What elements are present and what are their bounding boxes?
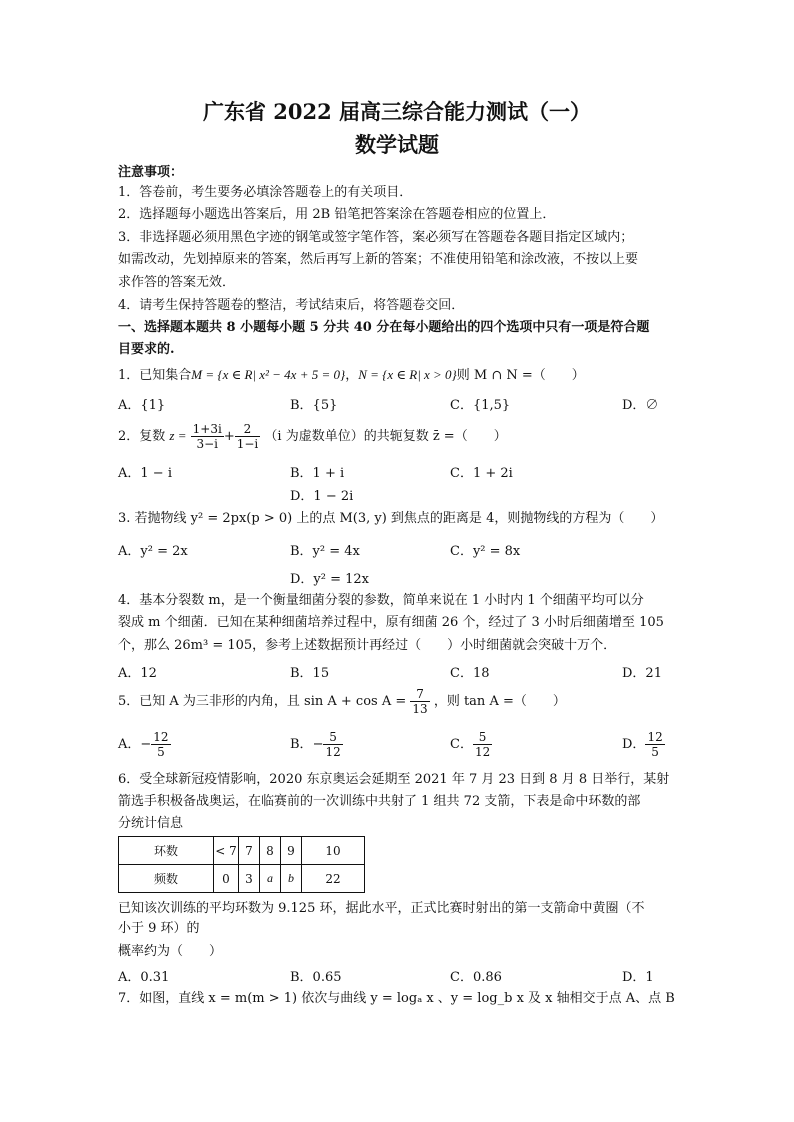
q5-tail: ，则 tan A =（ ） [433, 694, 566, 709]
question-6-line: 箭选手积极备战奥运，在临赛前的一次训练中共射了 1 组共 72 支箭，下表是命中环数的部 [118, 794, 641, 809]
q1-option-a[interactable]: A．{1} [118, 398, 166, 413]
question-1 [118, 366, 678, 385]
q3-option-a[interactable]: A．y² = 2x [118, 544, 188, 559]
q2-option-d[interactable]: D．1 − 2i [290, 489, 354, 504]
table-cell: 频数 [119, 865, 214, 893]
q2-fraction-2 [235, 422, 261, 451]
q5-option-b-den: 12 [325, 745, 341, 759]
q5-option-a-den: 5 [157, 745, 165, 759]
question-4-line: 个，那么 26m³ = 105，参考上述数据预计再经过（ ）小时细菌就会突破十万个． [118, 638, 617, 653]
q3-option-c[interactable]: C．y² = 8x [450, 544, 521, 559]
question-6-line: 6．受全球新冠疫情影响，2020 东京奥运会延期至 2021 年 7 月 23 日到 8 月 8 日举行，某射 [118, 772, 670, 787]
table-cell: 3 [239, 865, 260, 893]
q4-option-c[interactable]: C．18 [450, 666, 490, 681]
table-cell: 0 [214, 865, 239, 893]
q1-set-n: N = {x ∈ R| x > 0} [358, 367, 457, 382]
q5-option-d-num: 12 [647, 730, 663, 744]
q3-option-d[interactable]: D．y² = 12x [290, 572, 370, 587]
q5-option-b-label: B． [290, 737, 313, 752]
q2-plus: + [223, 429, 235, 444]
table-cell: 8 [260, 837, 281, 865]
q5-option-a[interactable] [118, 730, 171, 759]
table-cell: < 7 [214, 837, 239, 865]
question-7: 7．如图，直线 x = m(m > 1) 依次与曲线 y = logₐ x 、y = log_b x 及 x 轴相交于点 A、点 B [118, 991, 675, 1006]
note-item: 3．非选择题必须用黑色字迹的钢笔或签字笔作答，案必须写在答题卷各题目指定区域内； [118, 230, 634, 245]
q2-frac1-num: 1+3i [192, 422, 222, 436]
q2-option-b[interactable]: B．1 + i [290, 466, 345, 481]
q1-option-b[interactable]: B．{5} [290, 398, 338, 413]
q1-option-c[interactable]: C．{1,5} [450, 398, 511, 413]
q5-option-c-den: 12 [474, 745, 491, 759]
question-6-after: 已知该次训练的平均环数为 9.125 环，据此水平，正式比赛时射出的第一支箭命中黄圈（不 [118, 901, 645, 916]
q2-frac1-den: 3−i [196, 437, 218, 451]
q5-option-b[interactable] [290, 730, 343, 759]
q1-set-m: M = {x ∈ R| x² − 4x + 5 = 0} [191, 367, 346, 382]
table-cell: 环数 [119, 837, 214, 865]
note-item: 如需改动，先划掉原来的答案，然后再写上新的答案；不准使用铅笔和涂改液，不按以上要 [118, 252, 639, 267]
question-2 [118, 420, 678, 452]
q2-option-c[interactable]: C．1 + 2i [450, 466, 513, 481]
q5-frac-num: 7 [410, 687, 429, 702]
q4-option-a[interactable]: A．12 [118, 666, 157, 681]
q2-frac2-num: 2 [235, 422, 261, 437]
exam-subtitle: 数学试题 [355, 132, 439, 157]
q5-option-b-num: 5 [323, 730, 342, 745]
q5-option-a-sign: − [140, 737, 152, 752]
q2-option-a[interactable]: A．1 − i [118, 466, 172, 481]
q5-option-c-fraction [473, 730, 492, 759]
q6-option-d[interactable]: D．1 [622, 970, 654, 985]
q5-option-c[interactable] [450, 730, 492, 759]
notes-heading: 注意事项： [118, 165, 184, 180]
q1-prefix: 1．已知集合 [118, 368, 192, 383]
question-4-line: 4．基本分裂数 m，是一个衡量细菌分裂的参数，简单来说在 1 小时内 1 个细菌平均可以分 [118, 593, 644, 608]
section-heading: 一、选择题本题共 8 小题每小题 5 分共 40 分在每小题给出的四个选项中只有一项是符合题 [118, 320, 650, 335]
note-item: 1．答卷前，考生要务必填涂答题卷上的有关项目． [118, 185, 413, 200]
q5-option-d-label: D． [622, 737, 646, 752]
note-item: 求作答的答案无效． [118, 275, 236, 290]
q1-option-d[interactable]: D．∅ [622, 398, 659, 413]
table-cell: 7 [239, 837, 260, 865]
table-cell: 10 [302, 837, 365, 865]
q5-fraction [410, 687, 429, 716]
q3-option-b[interactable]: B．y² = 4x [290, 544, 360, 559]
q5-option-d[interactable] [622, 730, 665, 759]
q5-option-a-label: A． [118, 737, 141, 752]
q2-prefix: 2．复数 [118, 429, 166, 444]
q5-option-b-fraction [323, 730, 342, 759]
note-item: 4．请考生保持答题卷的整洁，考试结束后，将答题卷交回． [118, 298, 465, 313]
table-row [119, 837, 365, 865]
q5-option-b-sign: − [312, 737, 324, 752]
question-5 [118, 686, 678, 718]
q1-sep: ， [345, 368, 359, 383]
q5-option-c-label: C． [450, 737, 473, 752]
q4-option-b[interactable]: B．15 [290, 666, 330, 681]
q5-option-d-den: 5 [651, 745, 659, 759]
note-item: 2．选择题每小题选出答案后，用 2B 铅笔把答案涂在答题卷相应的位置上． [118, 207, 556, 222]
q2-tail: （i 为虚数单位）的共轭复数 z̄ =（ ） [264, 429, 507, 444]
q1-tail: 则 M ∩ N =（ ） [456, 368, 585, 383]
q2-fraction-1 [191, 422, 224, 451]
q2-z-eq: z = [169, 428, 187, 443]
table-cell: b [281, 865, 302, 893]
rings-frequency-table [118, 836, 365, 893]
q6-option-c[interactable]: C．0.86 [450, 970, 502, 985]
question-6-after: 概率约为（ ） [118, 944, 223, 959]
section-heading-cont: 目要求的. [118, 342, 175, 357]
q4-option-d[interactable]: D．21 [622, 666, 662, 681]
table-row [119, 865, 365, 893]
question-6-after: 小于 9 环）的 [118, 921, 200, 936]
q2-frac2-den: 1−i [236, 437, 259, 451]
question-6-line: 分统计信息 [118, 816, 184, 831]
q5-option-c-num: 5 [473, 730, 492, 745]
q5-frac-den: 13 [412, 702, 428, 716]
q5-option-a-fraction [151, 730, 170, 759]
table-cell: 9 [281, 837, 302, 865]
q5-option-d-fraction [645, 730, 664, 759]
question-3: 3. 若抛物线 y² = 2px(p > 0) 上的点 M(3, y) 到焦点的距离是 4，则抛物线的方程为（ ） [118, 511, 664, 526]
q5-option-a-num: 12 [153, 730, 169, 744]
table-cell: a [260, 865, 281, 893]
q5-prefix: 5．已知 A 为三非形的内角，且 sin A + cos A = [118, 694, 407, 709]
exam-title: 广东省 2022 届高三综合能力测试（一） [202, 99, 592, 124]
q6-option-b[interactable]: B．0.65 [290, 970, 342, 985]
q6-option-a[interactable]: A．0.31 [118, 970, 170, 985]
question-4-line: 裂成 m 个细菌．已知在某种细菌培养过程中，原有细菌 26 个，经过了 3 小时后细菌增至 105 [118, 615, 664, 630]
table-cell: 22 [302, 865, 365, 893]
